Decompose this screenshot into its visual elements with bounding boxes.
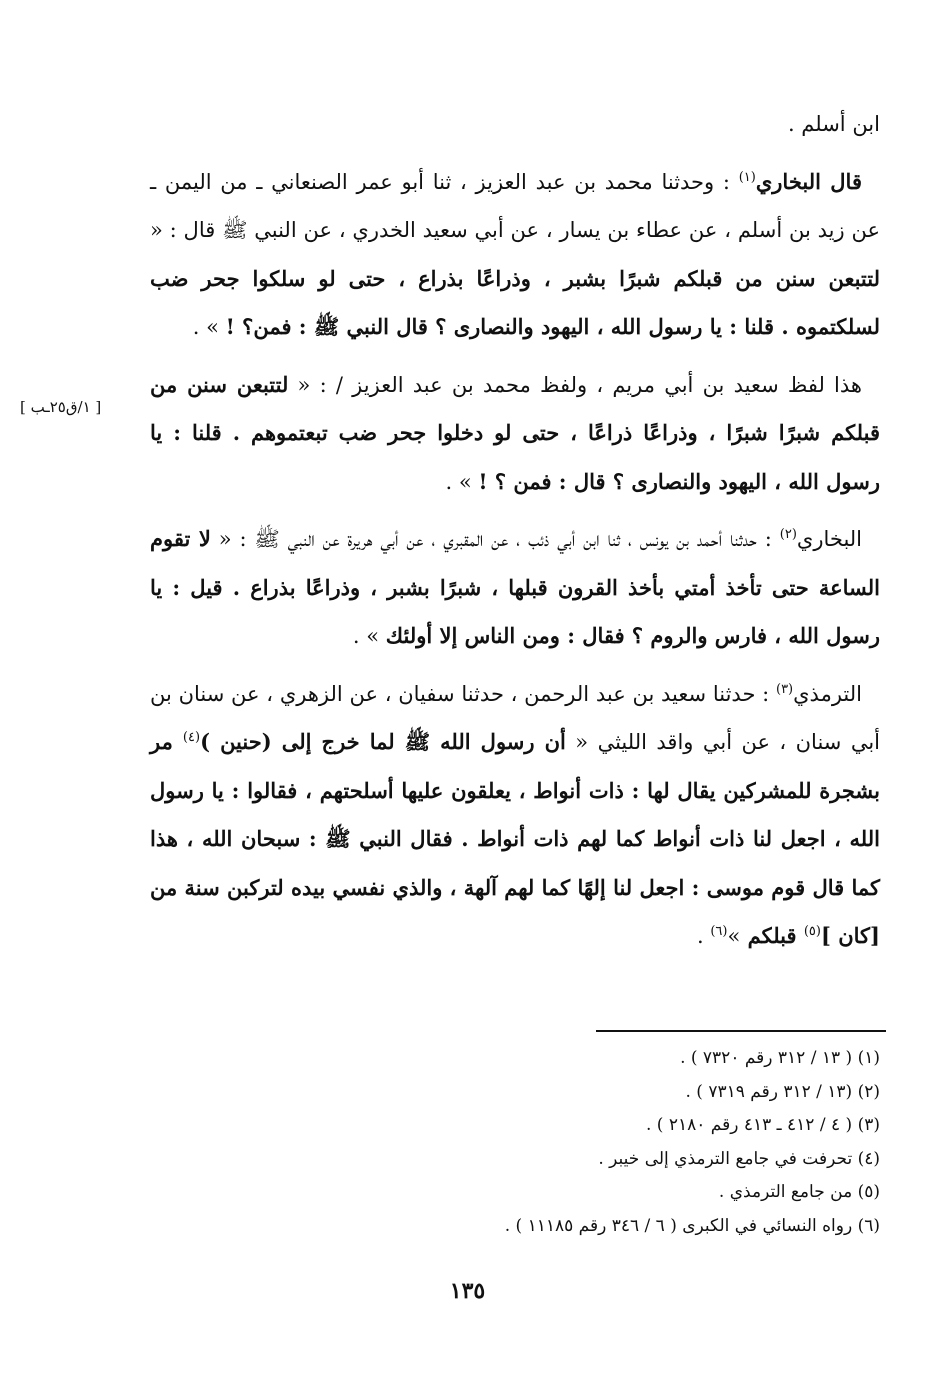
paragraph-tirmidhi (150, 670, 880, 961)
footnote-item: (٢) (١٣ / ٣١٢ رقم ٧٣١٩ ) . (685, 1081, 880, 1102)
footnote-ref[interactable]: (١) (738, 169, 756, 185)
hadith-quote-part2: مر بشجرة للمشركين يقال لها : ذات أنواط ، يعلقون عليها أسلحتهم ، فقالوا : يا رسول الله ، اجعل لنا ذات أنواط كما لهم ذات أنواط . فقال النبي ﷺ : سبحان الله ، هذا كما قال قوم موسى : اجعل لنا إلهًا كما لهم آلهة ، والذي نفسي بيده لتركبن سنة من [كان ] (149, 729, 880, 948)
paragraph-wording-note (150, 361, 880, 507)
intro-text: هذا لفظ سعيد بن أبي مريم ، ولفظ محمد بن عبد العزيز / : « (288, 372, 862, 397)
main-text (150, 100, 880, 970)
hadith-quote: لا تقوم الساعة حتى تأخذ أمتي بأخذ القرون قبلها ، شبرًا بشبر ، وذراعًا بذراع . قيل : يا رسول الله ، فارس والروم ؟ فقال : ومن الناس إلا أولئك (150, 526, 880, 648)
footnote-divider (596, 1030, 886, 1032)
quote-end: » . (192, 315, 226, 339)
footnote-ref[interactable]: (٤) (182, 730, 201, 745)
footnote-ref[interactable]: (٥) (803, 924, 821, 939)
footnote-ref[interactable]: (٣) (775, 681, 794, 697)
manuscript-folio-marker: [ ١/ق٢٥ـب ] (20, 398, 102, 416)
quote-end: » . (445, 469, 479, 494)
footnote-item: (١) ( ١٣ / ٣١٢ رقم ٧٣٢٠ ) . (680, 1048, 880, 1068)
isnad-text: : حدثنا أحمد بن يونس ، ثنا ابن أبي ذئب ، عن المقبري ، عن أبي هريرة عن النبي ﷺ : « (210, 527, 780, 551)
hadith-quote: لتتبعن سنن من قبلكم شبرًا شبرًا ، وذراعًا ذراعًا ، حتى لو دخلوا جحر ضب تبعتموهم . قلنا : يا رسول الله ، اليهود والنصارى ؟ قال : فمن ؟ ! (150, 371, 880, 494)
paragraph-continuation: ابن أسلم . (787, 112, 880, 136)
footnotes (380, 1042, 880, 1243)
footnote-item: (٤) تحرفت في جامع الترمذي إلى خيبر . (598, 1148, 880, 1169)
footnote-item: (٦) رواه النسائي في الكبرى ( ٦ / ٣٤٦ رقم ١١١٨٥ ) . (504, 1215, 880, 1236)
isnad-text: : حدثنا سعيد بن عبد الرحمن ، حدثنا سفيان ، عن الزهري ، عن سنان بن أبي سنان ، عن أبي واقد الليثي « (150, 681, 881, 754)
source-name: البخاري (796, 527, 863, 551)
source-name: الترمذي (793, 681, 862, 706)
hadith-quote: لتتبعن سنن من قبلكم شبرًا بشبر ، وذراعًا بذراع ، حتى لو سلكوا جحر ضب لسلكتموه . قلنا : يا رسول الله ، اليهود والنصارى ؟ قال النبي ﷺ : فمن؟ ! (150, 265, 880, 339)
footnote-ref[interactable]: (٢) (779, 527, 797, 542)
hadith-quote-part3: قبلكم (740, 923, 804, 948)
footnote-ref[interactable]: (٦) (710, 924, 728, 939)
paragraph-bukhari-1 (150, 158, 880, 352)
quote-close: » (727, 924, 741, 948)
hadith-quote-part1: أن رسول الله ﷺ لما خرج إلى (حنين ) (200, 729, 566, 754)
source-name: قال البخاري (755, 168, 862, 194)
footnote-item: (٥) من جامع الترمذي . (718, 1182, 880, 1202)
isnad-text: : وحدثنا محمد بن عبد العزيز ، ثنا أبو عمر الصنعاني ـ من اليمن ـ عن زيد بن أسلم ، عن عطاء بن يسار ، عن أبي سعيد الخدري ، عن النبي ﷺ قال : « (150, 169, 880, 242)
page-number: ١٣٥ (449, 1278, 486, 1304)
paragraph-bukhari-2 (150, 515, 880, 661)
quote-end: . (696, 924, 711, 948)
footnote-item: (٣) ( ٤ / ٤١٢ ـ ٤١٣ رقم ٢١٨٠ ) . (646, 1115, 880, 1135)
quote-end: » . (352, 624, 386, 648)
